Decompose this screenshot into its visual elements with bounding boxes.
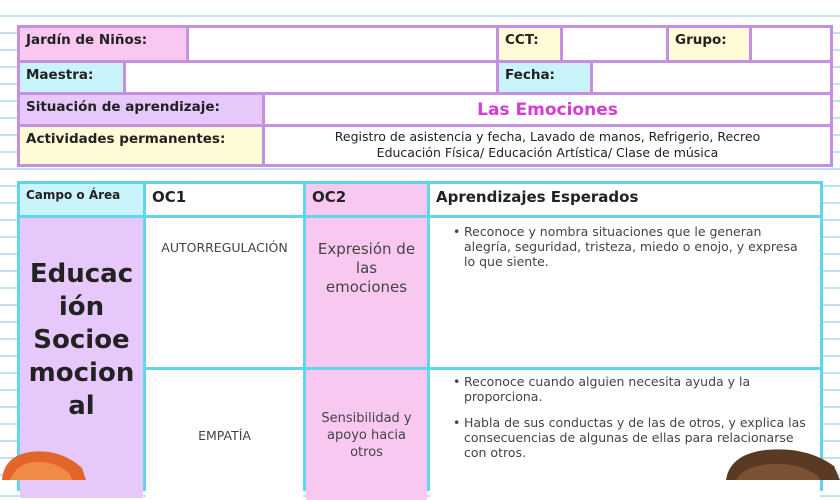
oc1-cell-1: AUTORREGULACIÓN [146,218,303,367]
cartoon-boy-hair-icon [722,446,840,480]
oc2-cell-1 [306,218,427,367]
oc2-1-line-1: Expresión de [317,240,416,258]
list-item: • Habla de sus conductas y de las de otros, y explica las consecuencias de algunas de ellas para relacionarse con otros. [464,415,806,460]
oc1-header: OC1 [146,184,303,215]
fecha-label: Fecha: [499,63,590,92]
oc2-2-line-1: Sensibilidad y [321,410,412,426]
campo-line-1: Educac [29,259,134,289]
actividades-line-1: Registro de asistencia y fecha, Lavado de manos, Refrigerio, Recreo [334,129,761,144]
list-item: • Reconoce y nombra situaciones que le generan alegría, seguridad, tristeza, miedo o enojo, y expresa lo que siente. [464,224,806,269]
campo-line-5: al [68,391,95,421]
main-table [17,181,823,491]
jardin-label: Jardín de Niños: [20,28,186,60]
cartoon-girl-hair-icon [0,446,90,480]
campo-line-3: Socioe [33,325,130,355]
situacion-label: Situación de aprendizaje: [20,95,262,124]
grupo-field[interactable] [752,28,830,60]
grupo-label: Grupo: [669,28,749,60]
actividades-line-2: Educación Física/ Educación Artística/ Clase de música [376,145,719,160]
oc2-2-line-3: otros [350,444,383,460]
fecha-field[interactable] [593,63,830,92]
jardin-field[interactable] [189,28,496,60]
header-table [17,25,833,167]
actividades-label: Actividades permanentes: [20,127,262,164]
situacion-title: Las Emociones [265,95,830,124]
oc2-header: OC2 [306,184,427,215]
campo-line-4: mocion [28,358,135,388]
campo-line-2: ión [58,292,105,322]
aprendizajes-list-1 [450,224,806,269]
oc2-cell-2 [306,370,427,500]
list-item: • Reconoce cuando alguien necesita ayuda y la proporciona. [464,374,806,404]
aprendizajes-cell-2 [430,370,820,500]
oc2-2-line-2: apoyo hacia [327,427,406,443]
actividades-text [265,127,830,164]
cct-field[interactable] [563,28,666,60]
oc1-cell-2: EMPATÍA [146,370,303,500]
oc2-1-line-3: emociones [325,278,408,296]
maestra-label: Maestra: [20,63,123,92]
aprendizajes-cell-1 [430,218,820,367]
aprendizajes-header: Aprendizajes Esperados [430,184,820,215]
maestra-field[interactable] [126,63,496,92]
cct-label: CCT: [499,28,560,60]
oc2-1-line-2: las [355,259,378,277]
campo-header: Campo o Área [20,184,143,215]
